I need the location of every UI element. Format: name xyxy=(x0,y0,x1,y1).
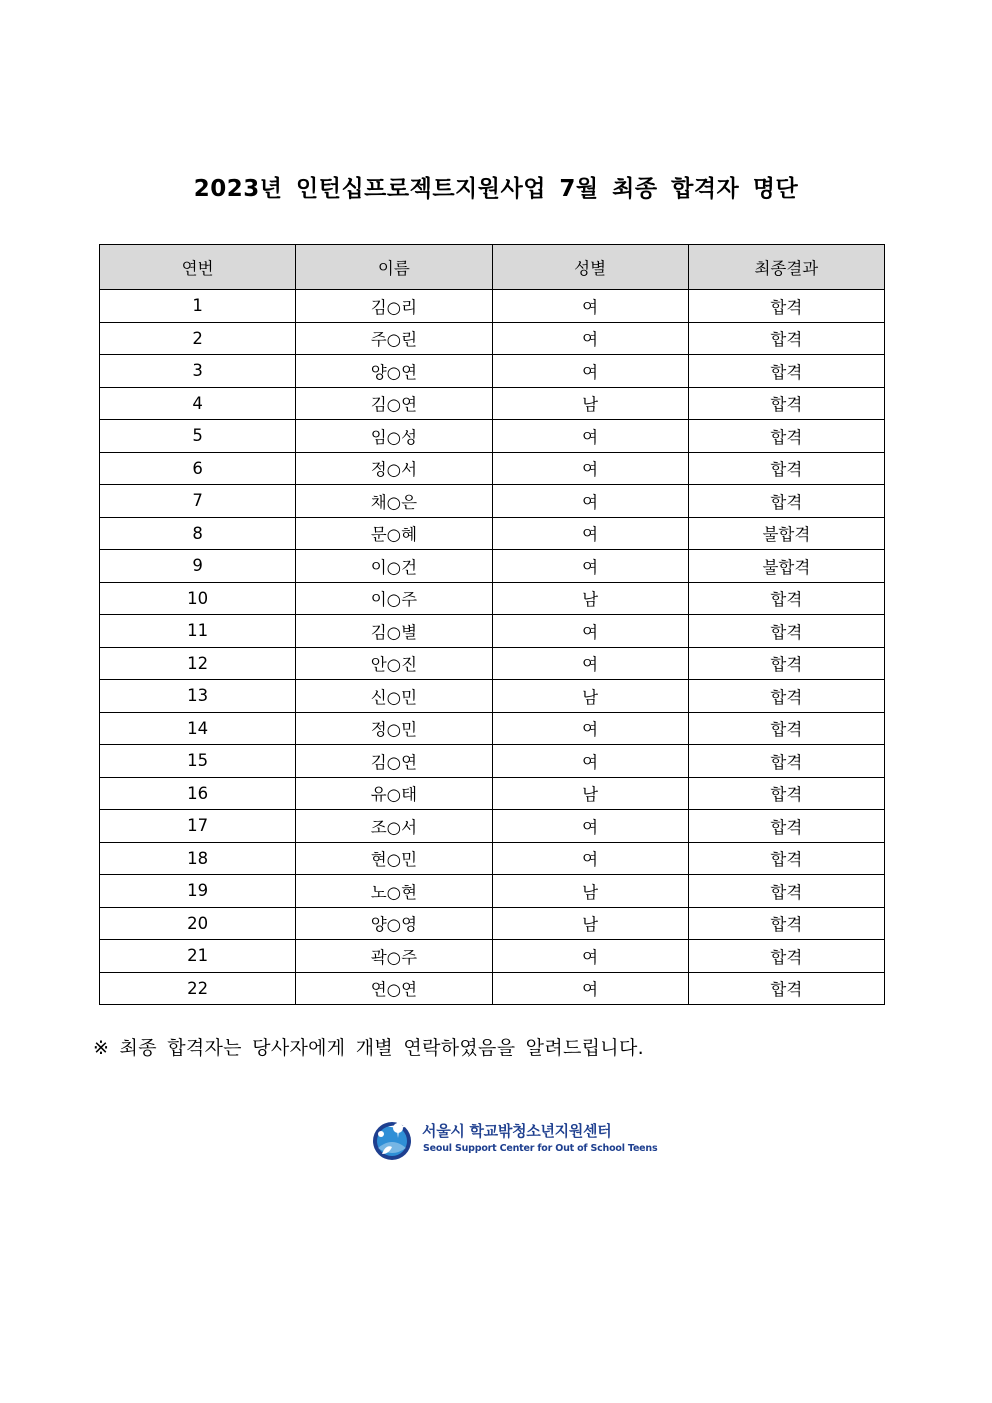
cell-name: 노○현 xyxy=(296,875,492,908)
cell-number: 3 xyxy=(100,355,296,388)
cell-gender: 여 xyxy=(492,842,688,875)
cell-name: 채○은 xyxy=(296,485,492,518)
table-row xyxy=(100,485,885,518)
table-row xyxy=(100,972,885,1005)
cell-name: 김○리 xyxy=(296,290,492,323)
cell-number: 17 xyxy=(100,810,296,843)
table-row xyxy=(100,452,885,485)
cell-name: 곽○주 xyxy=(296,940,492,973)
cell-number: 15 xyxy=(100,745,296,778)
cell-name: 문○혜 xyxy=(296,517,492,550)
cell-result: 합격 xyxy=(688,875,884,908)
cell-number: 4 xyxy=(100,387,296,420)
cell-result: 합격 xyxy=(688,387,884,420)
cell-result: 합격 xyxy=(688,290,884,323)
cell-result: 합격 xyxy=(688,615,884,648)
table-row xyxy=(100,615,885,648)
cell-result: 합격 xyxy=(688,745,884,778)
cell-name: 안○진 xyxy=(296,647,492,680)
cell-number: 13 xyxy=(100,680,296,713)
cell-number: 10 xyxy=(100,582,296,615)
cell-result: 합격 xyxy=(688,355,884,388)
cell-result: 합격 xyxy=(688,907,884,940)
cell-result: 합격 xyxy=(688,680,884,713)
table-row xyxy=(100,322,885,355)
table-body xyxy=(100,290,885,1005)
cell-result: 합격 xyxy=(688,452,884,485)
cell-number: 20 xyxy=(100,907,296,940)
header-name: 이름 xyxy=(296,245,492,290)
cell-number: 14 xyxy=(100,712,296,745)
cell-name: 김○연 xyxy=(296,745,492,778)
cell-result: 합격 xyxy=(688,842,884,875)
cell-name: 양○영 xyxy=(296,907,492,940)
table-row xyxy=(100,290,885,323)
cell-name: 조○서 xyxy=(296,810,492,843)
cell-number: 12 xyxy=(100,647,296,680)
logo-name-korean: 서울시 학교밖청소년지원센터 xyxy=(422,1122,612,1140)
cell-gender: 여 xyxy=(492,647,688,680)
logo-name-english: Seoul Support Center for Out of School Teens xyxy=(423,1143,658,1154)
table-row xyxy=(100,875,885,908)
cell-result: 합격 xyxy=(688,940,884,973)
notice-text: ※ 최종 합격자는 당사자에게 개별 연락하였음을 알려드립니다. xyxy=(93,1037,644,1059)
cell-number: 5 xyxy=(100,420,296,453)
cell-name: 이○주 xyxy=(296,582,492,615)
cell-number: 1 xyxy=(100,290,296,323)
cell-gender: 남 xyxy=(492,907,688,940)
cell-number: 7 xyxy=(100,485,296,518)
table-row xyxy=(100,842,885,875)
cell-name: 주○린 xyxy=(296,322,492,355)
cell-gender: 여 xyxy=(492,517,688,550)
cell-gender: 남 xyxy=(492,680,688,713)
header-gender: 성별 xyxy=(492,245,688,290)
table-row xyxy=(100,940,885,973)
cell-gender: 남 xyxy=(492,777,688,810)
cell-result: 합격 xyxy=(688,647,884,680)
cell-result: 합격 xyxy=(688,485,884,518)
cell-name: 정○서 xyxy=(296,452,492,485)
cell-number: 19 xyxy=(100,875,296,908)
results-table xyxy=(99,244,885,1005)
table-row xyxy=(100,745,885,778)
cell-result: 합격 xyxy=(688,972,884,1005)
table-header-row xyxy=(100,245,885,290)
cell-gender: 남 xyxy=(492,582,688,615)
cell-number: 22 xyxy=(100,972,296,1005)
cell-gender: 여 xyxy=(492,290,688,323)
table-row xyxy=(100,387,885,420)
table-row xyxy=(100,907,885,940)
cell-name: 신○민 xyxy=(296,680,492,713)
cell-result: 불합격 xyxy=(688,550,884,583)
cell-name: 정○민 xyxy=(296,712,492,745)
cell-result: 불합격 xyxy=(688,517,884,550)
cell-name: 현○민 xyxy=(296,842,492,875)
table-row xyxy=(100,810,885,843)
cell-gender: 여 xyxy=(492,452,688,485)
table-row xyxy=(100,777,885,810)
cell-name: 유○태 xyxy=(296,777,492,810)
cell-gender: 여 xyxy=(492,550,688,583)
table-row xyxy=(100,517,885,550)
cell-number: 18 xyxy=(100,842,296,875)
globe-sparkle-icon xyxy=(372,1114,418,1162)
table-row xyxy=(100,647,885,680)
table-row xyxy=(100,355,885,388)
cell-result: 합격 xyxy=(688,712,884,745)
cell-name: 김○별 xyxy=(296,615,492,648)
header-number: 연번 xyxy=(100,245,296,290)
cell-gender: 여 xyxy=(492,322,688,355)
cell-number: 21 xyxy=(100,940,296,973)
cell-result: 합격 xyxy=(688,777,884,810)
cell-gender: 여 xyxy=(492,485,688,518)
cell-number: 2 xyxy=(100,322,296,355)
cell-result: 합격 xyxy=(688,810,884,843)
table-row xyxy=(100,712,885,745)
cell-result: 합격 xyxy=(688,582,884,615)
cell-number: 6 xyxy=(100,452,296,485)
cell-gender: 여 xyxy=(492,712,688,745)
page-title: 2023년 인턴십프로젝트지원사업 7월 최종 합격자 명단 xyxy=(193,176,799,202)
cell-number: 9 xyxy=(100,550,296,583)
table-row xyxy=(100,550,885,583)
cell-name: 양○연 xyxy=(296,355,492,388)
cell-result: 합격 xyxy=(688,420,884,453)
cell-gender: 여 xyxy=(492,972,688,1005)
cell-gender: 여 xyxy=(492,745,688,778)
table-row xyxy=(100,680,885,713)
cell-number: 16 xyxy=(100,777,296,810)
cell-number: 8 xyxy=(100,517,296,550)
cell-gender: 여 xyxy=(492,420,688,453)
table-row xyxy=(100,582,885,615)
cell-name: 임○성 xyxy=(296,420,492,453)
organization-logo xyxy=(372,1114,658,1166)
header-result: 최종결과 xyxy=(688,245,884,290)
cell-name: 김○연 xyxy=(296,387,492,420)
cell-name: 연○연 xyxy=(296,972,492,1005)
cell-result: 합격 xyxy=(688,322,884,355)
cell-gender: 여 xyxy=(492,615,688,648)
cell-number: 11 xyxy=(100,615,296,648)
cell-gender: 여 xyxy=(492,355,688,388)
cell-gender: 남 xyxy=(492,875,688,908)
cell-gender: 여 xyxy=(492,810,688,843)
table-row xyxy=(100,420,885,453)
cell-gender: 남 xyxy=(492,387,688,420)
cell-gender: 여 xyxy=(492,940,688,973)
cell-name: 이○건 xyxy=(296,550,492,583)
